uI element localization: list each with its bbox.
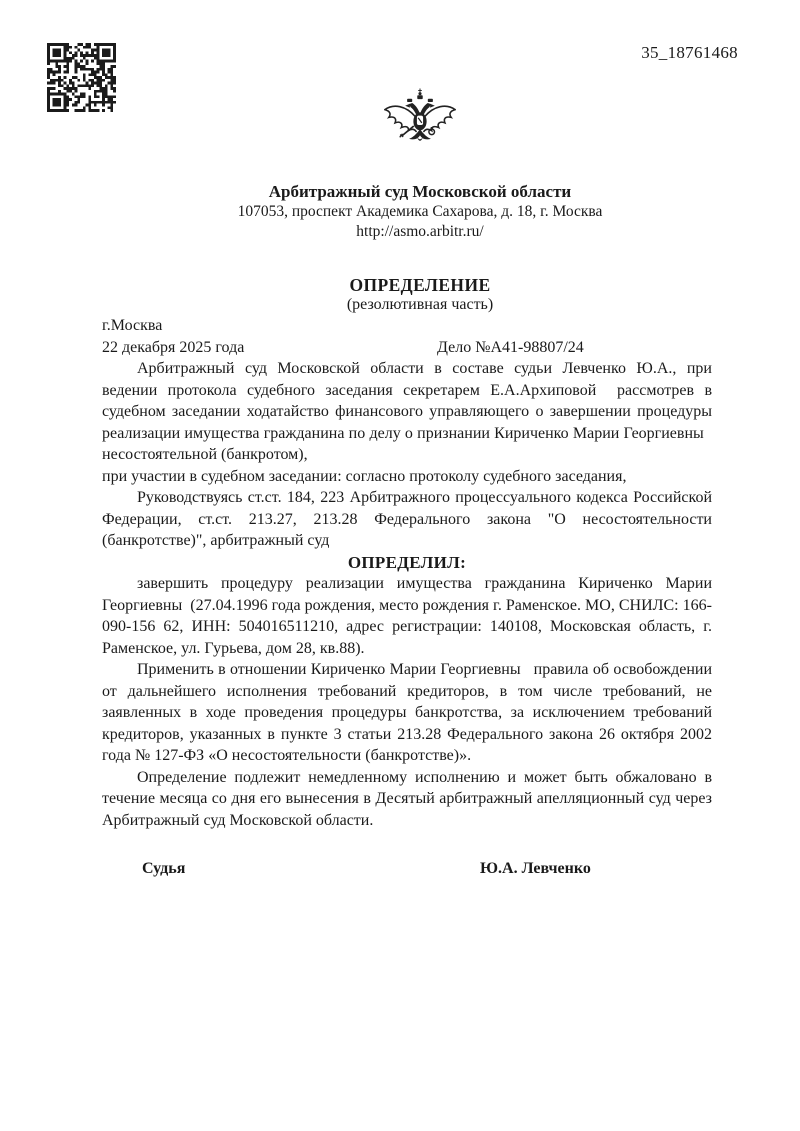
date-line: 22 декабря 2025 года (102, 338, 245, 356)
intro-paragraph: Арбитражный суд Московской области в составе судьи Левченко Ю.А., при ведении протокола судебного заседания секретарем Е.А.Архиповой рассмотрев в судебном заседании ходатайство финансового управляющего о завершении процедуры реализации имущества гражданина по делу о признании Кириченко Марии Георгиевны несостоятельной (банкротом), (102, 360, 712, 463)
judge-name: Ю.А. Левченко (480, 860, 591, 877)
city-line: г.Москва (102, 317, 163, 334)
intro-paragraph: при участии в судебном заседании: согласно протоколу судебного заседания, (102, 467, 627, 485)
signature-row (102, 858, 712, 880)
document-subtitle: (резолютивная часть) (346, 296, 494, 313)
document-title: ОПРЕДЕЛЕНИЕ (349, 275, 491, 295)
document-body (102, 315, 712, 880)
court-name: Арбитражный суд Московской области (268, 182, 572, 201)
russia-coat-of-arms-icon (100, 0, 740, 165)
date-row (102, 337, 712, 359)
resolution-heading: ОПРЕДЕЛИЛ: (347, 552, 467, 572)
resolution-paragraph: завершить процедуру реализации имущества гражданина Кириченко Марии Георгиевны (27.04.1996 года рождения, место рождения г. Раменское. МО, СНИЛС: 166-090-156 62, ИНН: 504016511210, адрес регистрации: 140108, Московская область, г. Раменское, ул. Гурьева, дом 28, кв.88). (102, 575, 712, 657)
intro-paragraph: Руководствуясь ст.ст. 184, 223 Арбитражного процессуального кодекса Российской Федерации, ст.ст. 213.27, 213.28 Федерального закона "О несостоятельности (банкротстве)", арбитражный суд (102, 489, 712, 549)
judge-label: Судья (142, 860, 186, 877)
qr-code-icon (47, 43, 116, 112)
case-number: Дело №А41-98807/24 (437, 338, 584, 356)
document-number: 35_18761468 (641, 43, 738, 62)
resolution-paragraph: Применить в отношении Кириченко Марии Георгиевны правила об освобождении от дальнейшего исполнения требований кредиторов, в том числе требований, не заявленных в ходе проведения процедуры банкротства, за исключением требований кредиторов, указанных в пункте 3 статьи 213.28 Федерального закона 26 октября 2002 года № 127-ФЗ «О несостоятельности (банкротстве)». (102, 661, 712, 764)
court-address: 107053, проспект Академика Сахарова, д. 18, г. Москва (237, 203, 603, 220)
resolution-paragraph: Определение подлежит немедленному исполнению и может быть обжаловано в течение месяца со дня его вынесения в Десятый арбитражный апелляционный суд через Арбитражный суд Московской области. (102, 768, 712, 829)
court-website: http://asmo.arbitr.ru/ (356, 223, 484, 240)
